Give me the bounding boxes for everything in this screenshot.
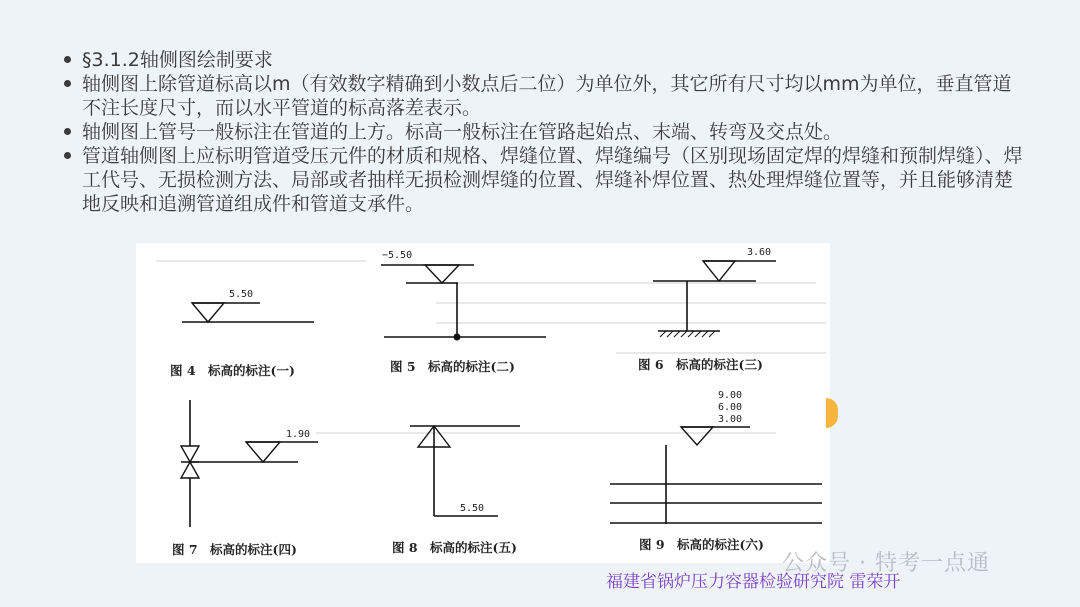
bullet-list	[64, 48, 1024, 216]
fig6-elevation-value: 3.60	[747, 247, 772, 258]
fig8-elevation-value: 5.50	[460, 503, 485, 514]
fig5-caption: 图 5 标高的标注(二)	[390, 359, 515, 374]
figure-7	[172, 400, 318, 557]
elevation-figure-panel	[136, 243, 830, 563]
watermark-text: 公众号 · 特考一点通	[782, 551, 990, 576]
elevation-figures-svg	[136, 243, 830, 563]
fig4-caption: 图 4 标高的标注(一)	[170, 363, 295, 378]
fig9-elevation-value-3: 3.00	[718, 414, 743, 425]
bullet-item-4: 管道轴侧图上应标明管道受压元件的材质和规格、焊缝位置、焊缝编号（区别现场固定焊的焊缝和预制焊缝）、焊工代号、无损检测方法、局部或者抽样无损检测焊缝的位置、焊缝补焊位置、热处理焊缝位置等，并且能够清楚地反映和追溯管道组成件和管道支承件。	[64, 144, 1024, 216]
author-credit: 福建省锅炉压力容器检验研究院 雷荣开	[606, 572, 901, 592]
side-tab-handle[interactable]	[826, 398, 838, 428]
fig9-elevation-value-2: 6.00	[718, 402, 743, 413]
fig5-elevation-value: −5.50	[382, 250, 413, 261]
figure-5	[381, 250, 546, 374]
figure-9	[610, 390, 822, 552]
figure-8	[392, 426, 520, 555]
figure-4	[170, 289, 314, 378]
bullet-item-3: 轴侧图上管号一般标注在管道的上方。标高一般标注在管路起始点、末端、转弯及交点处。	[64, 120, 1024, 144]
bullet-item-1: §3.1.2轴侧图绘制要求	[64, 48, 1024, 72]
fig9-elevation-value-1: 9.00	[718, 390, 743, 401]
fig7-caption: 图 7 标高的标注(四)	[172, 542, 297, 557]
fig8-caption: 图 8 标高的标注(五)	[392, 540, 517, 555]
fig6-caption: 图 6 标高的标注(三)	[638, 357, 763, 372]
bullet-item-2: 轴侧图上除管道标高以m（有效数字精确到小数点后二位）为单位外，其它所有尺寸均以mm为单位，垂直管道不注长度尺寸，而以水平管道的标高落差表示。	[64, 72, 1024, 120]
fig9-caption: 图 9 标高的标注(六)	[639, 537, 764, 552]
fig7-elevation-value: 1.90	[286, 429, 311, 440]
fig4-elevation-value: 5.50	[229, 289, 254, 300]
